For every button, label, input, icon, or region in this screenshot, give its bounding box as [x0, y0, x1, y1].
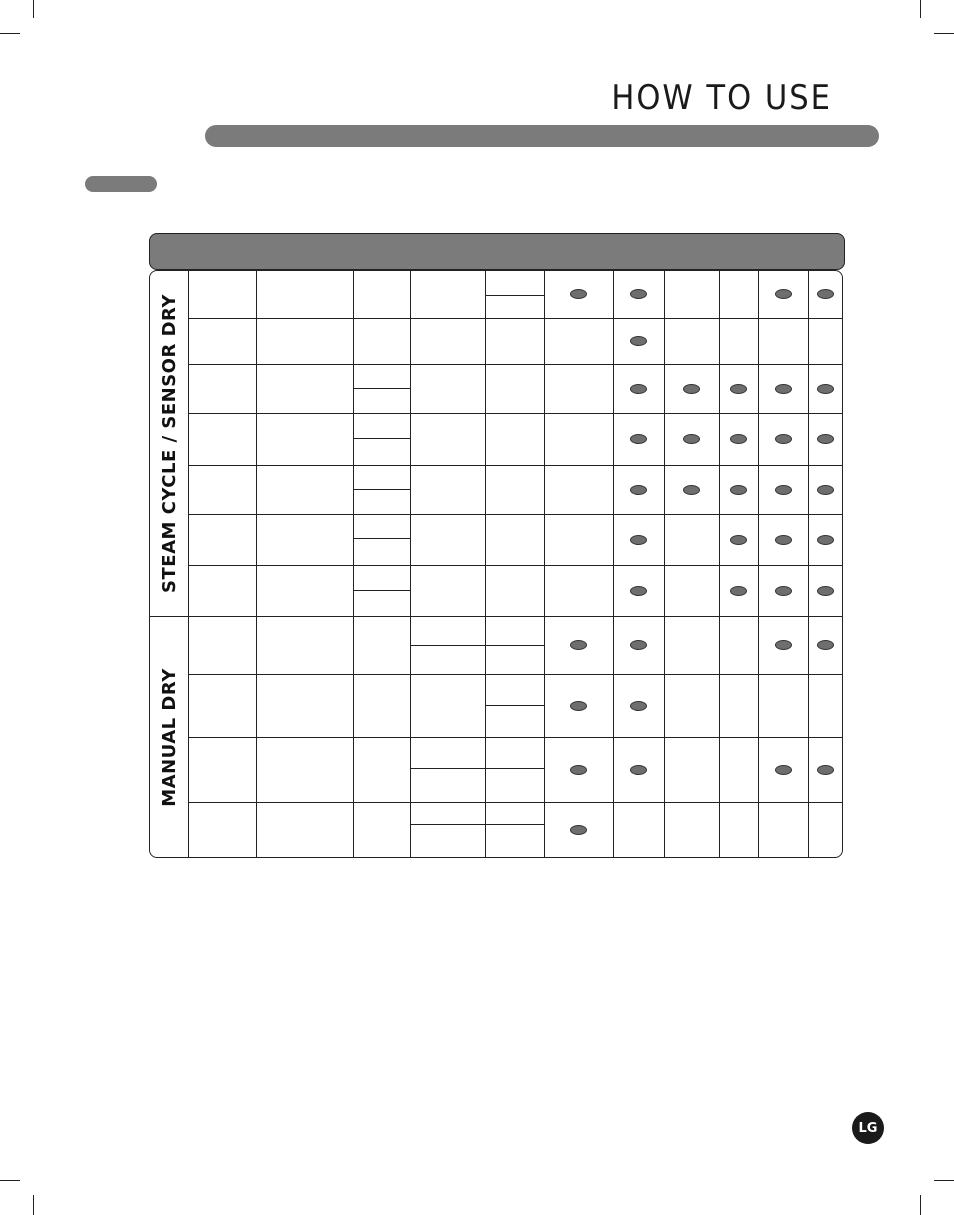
- crop-mark: [33, 0, 34, 18]
- indicator-dot: [570, 825, 587, 835]
- table-row-line: [188, 802, 843, 803]
- crop-mark: [0, 33, 20, 34]
- group-label-steam: [150, 271, 188, 616]
- table-row-line: [353, 388, 410, 389]
- indicator-dot: [730, 485, 747, 495]
- table-column-line: [808, 270, 809, 858]
- table-column-line: [664, 270, 665, 858]
- indicator-dot: [630, 765, 647, 775]
- indicator-dot: [630, 336, 647, 346]
- crop-mark: [920, 1195, 921, 1215]
- indicator-dot: [817, 640, 834, 650]
- indicator-dot: [570, 701, 587, 711]
- indicator-dot: [817, 289, 834, 299]
- table-row-line: [353, 489, 410, 490]
- table-row-line: [188, 737, 843, 738]
- table-column-line: [719, 270, 720, 858]
- table-row-line: [188, 565, 843, 566]
- table-row-line: [188, 465, 843, 466]
- indicator-dot: [775, 765, 792, 775]
- table-row-line: [485, 295, 544, 296]
- table-row-line: [353, 438, 410, 439]
- lg-logo-text: LG: [858, 1120, 878, 1136]
- header-bar: [205, 125, 879, 147]
- table-row-line: [188, 674, 843, 675]
- table-row-line: [149, 616, 843, 617]
- crop-mark: [934, 1180, 954, 1181]
- indicator-dot: [775, 434, 792, 444]
- table-row-line: [353, 538, 410, 539]
- table-row-line: [188, 318, 843, 319]
- table-row-line: [410, 824, 544, 825]
- table-column-line: [613, 270, 614, 858]
- indicator-dot: [817, 384, 834, 394]
- indicator-dot: [817, 765, 834, 775]
- page-title: HOW TO USE: [611, 78, 832, 118]
- indicator-dot: [730, 434, 747, 444]
- indicator-dot: [683, 434, 700, 444]
- indicator-dot: [817, 485, 834, 495]
- indicator-dot: [630, 535, 647, 545]
- table-column-line: [758, 270, 759, 858]
- table-row-line: [485, 705, 544, 706]
- indicator-dot: [817, 535, 834, 545]
- indicator-dot: [817, 586, 834, 596]
- table-row-line: [188, 413, 843, 414]
- indicator-dot: [775, 586, 792, 596]
- indicator-dot: [630, 586, 647, 596]
- table-column-line: [256, 270, 257, 858]
- crop-mark: [934, 33, 954, 34]
- indicator-dot: [683, 485, 700, 495]
- group-label-manual: [150, 617, 188, 857]
- cycle-table: [149, 270, 843, 858]
- table-column-line: [485, 270, 486, 858]
- section-pill: [85, 176, 157, 192]
- crop-mark: [0, 1180, 20, 1181]
- group-label-text: STEAM CYCLE / SENSOR DRY: [158, 294, 180, 593]
- indicator-dot: [730, 535, 747, 545]
- table-column-line: [544, 270, 545, 858]
- indicator-dot: [570, 640, 587, 650]
- table-row-line: [353, 590, 410, 591]
- indicator-dot: [730, 586, 747, 596]
- table-row-line: [410, 768, 544, 769]
- indicator-dot: [775, 384, 792, 394]
- indicator-dot: [730, 384, 747, 394]
- table-header-bar: [149, 233, 845, 270]
- crop-mark: [920, 0, 921, 18]
- lg-logo: [852, 1112, 884, 1144]
- table-column-line: [353, 270, 354, 858]
- table-column-line: [188, 270, 189, 858]
- indicator-dot: [817, 434, 834, 444]
- group-label-text: MANUAL DRY: [158, 667, 180, 807]
- indicator-dot: [775, 640, 792, 650]
- indicator-dot: [630, 485, 647, 495]
- indicator-dot: [570, 765, 587, 775]
- crop-mark: [33, 1195, 34, 1215]
- indicator-dot: [630, 289, 647, 299]
- table-row-line: [410, 645, 544, 646]
- indicator-dot: [775, 289, 792, 299]
- table-column-line: [410, 270, 411, 858]
- indicator-dot: [775, 485, 792, 495]
- indicator-dot: [630, 434, 647, 444]
- indicator-dot: [775, 535, 792, 545]
- table-row-line: [188, 514, 843, 515]
- indicator-dot: [683, 384, 700, 394]
- indicator-dot: [630, 384, 647, 394]
- table-row-line: [188, 364, 843, 365]
- indicator-dot: [630, 640, 647, 650]
- indicator-dot: [570, 289, 587, 299]
- indicator-dot: [630, 701, 647, 711]
